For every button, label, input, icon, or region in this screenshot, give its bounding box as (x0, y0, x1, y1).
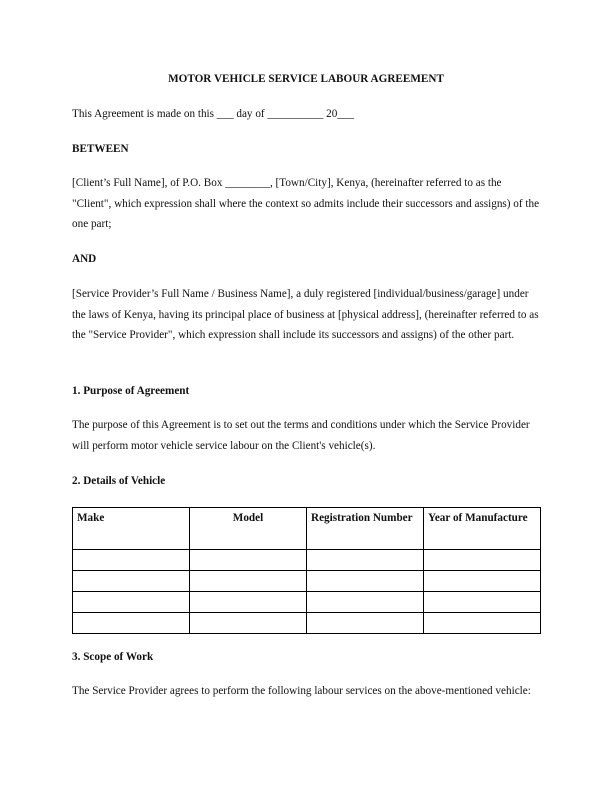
between-label: BETWEEN (72, 143, 129, 155)
table-row (73, 571, 541, 592)
service-provider-paragraph: [Service Provider’s Full Name / Business Name], a duly registered [individual/business/garage] under the laws of Kenya, having its principal place of business at [physical address], (hereinafter referred to as the "Service Provider", which expression shall include its successors and assigns) of the other part. (72, 288, 539, 341)
table-cell (73, 613, 190, 634)
column-header-year-of-manufacture: Year of Manufacture (424, 508, 541, 550)
section-3-heading: 3. Scope of Work (72, 651, 154, 663)
table-row (73, 592, 541, 613)
column-header-make: Make (73, 508, 190, 550)
table-cell (190, 571, 307, 592)
section-1-text: The purpose of this Agreement is to set out the terms and conditions under which the Service Provider will perform motor vehicle service labour on the Client's vehicle(s). (72, 419, 530, 452)
section-3-text: The Service Provider agrees to perform the following labour services on the above-mentioned vehicle: (72, 685, 531, 697)
table-row (73, 550, 541, 571)
table-cell (424, 613, 541, 634)
table-row (73, 613, 541, 634)
table-cell (307, 571, 424, 592)
vehicle-details-table (72, 507, 541, 634)
document-title: MOTOR VEHICLE SERVICE LABOUR AGREEMENT (168, 73, 444, 85)
section-2-heading: 2. Details of Vehicle (72, 475, 166, 487)
table-cell (73, 571, 190, 592)
table-header-row (73, 508, 541, 550)
table-cell (424, 592, 541, 613)
column-header-model: Model (190, 508, 307, 550)
table-cell (190, 613, 307, 634)
table-cell (307, 550, 424, 571)
table-cell (424, 571, 541, 592)
table-cell (73, 592, 190, 613)
agreement-date-line: This Agreement is made on this ___ day of __________ 20___ (72, 108, 355, 120)
client-party-paragraph: [Client’s Full Name], of P.O. Box ________, [Town/City], Kenya, (hereinafter referred to as the "Client", which expression shall where the context so admits include their successors and assigns) of the one part; (72, 177, 540, 230)
table-cell (424, 550, 541, 571)
section-1-heading: 1. Purpose of Agreement (72, 385, 190, 397)
table-cell (307, 613, 424, 634)
table-cell (307, 592, 424, 613)
table-cell (190, 592, 307, 613)
column-header-registration-number: Registration Number (307, 508, 424, 550)
and-label: AND (72, 253, 97, 265)
table-cell (73, 550, 190, 571)
table-cell (190, 550, 307, 571)
